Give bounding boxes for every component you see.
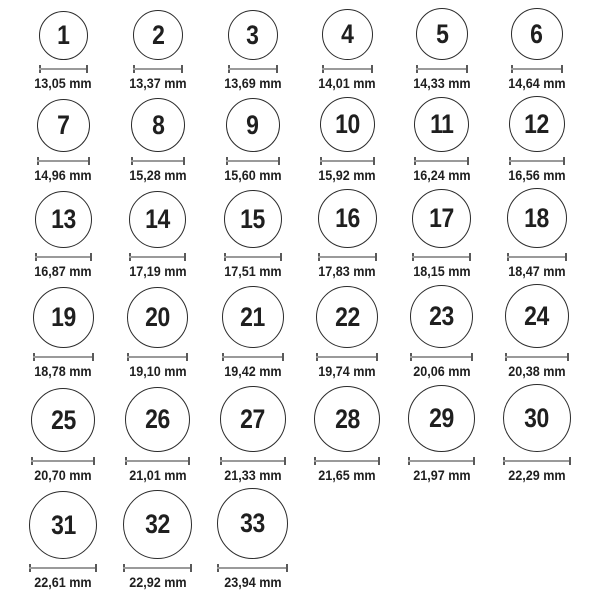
ring-circle — [410, 285, 473, 348]
ring-size-number: 16 — [334, 203, 360, 233]
dimension-tick-right-icon — [92, 353, 94, 361]
dimension-tick-right-icon — [563, 157, 565, 165]
ring-circle — [412, 189, 471, 248]
dimension-line — [33, 356, 94, 358]
ring-circle — [222, 286, 284, 348]
diameter-dimension — [511, 65, 563, 73]
dimension-line — [505, 356, 569, 358]
dimension-tick-right-icon — [95, 564, 97, 572]
diameter-label: 14,64 mm — [507, 75, 566, 91]
ring-size-cell — [16, 96, 111, 183]
diameter-dimension — [316, 353, 378, 361]
ring-size-number: 30 — [524, 402, 549, 433]
diameter-dimension — [503, 457, 571, 465]
ring-size-cell — [111, 188, 206, 279]
dimension-line — [507, 256, 567, 258]
diameter-label: 22,92 mm — [129, 574, 187, 590]
ring-circle — [33, 287, 94, 348]
ring-size-cell — [16, 488, 111, 590]
diameter-dimension — [416, 65, 468, 73]
ring-circle — [314, 386, 380, 452]
ring-circle — [131, 98, 185, 152]
ring-size-number: 32 — [145, 509, 171, 539]
ring-size-cell — [300, 96, 395, 183]
dimension-tick-right-icon — [190, 564, 192, 572]
diameter-dimension — [29, 564, 97, 572]
ring-size-cell — [395, 384, 490, 483]
ring-circle — [408, 385, 475, 452]
ring-size-number: 24 — [524, 300, 549, 331]
dimension-line — [131, 160, 185, 162]
ring-circle — [414, 97, 469, 152]
ring-size-number: 14 — [145, 204, 171, 234]
dimension-line — [509, 160, 565, 162]
ring-size-cell — [489, 284, 584, 379]
dimension-line — [410, 356, 473, 358]
ring-circle — [226, 98, 280, 152]
ring-size-number: 28 — [334, 403, 360, 434]
ring-circle — [320, 97, 375, 152]
diameter-dimension — [505, 353, 569, 361]
ring-size-number: 25 — [50, 404, 76, 435]
ring-size-cell — [489, 384, 584, 483]
diameter-label: 22,29 mm — [507, 467, 566, 483]
dimension-line — [314, 460, 380, 462]
diameter-dimension — [127, 353, 188, 361]
ring-circle — [31, 388, 95, 452]
ring-circle — [37, 99, 90, 152]
diameter-label: 19,10 mm — [129, 363, 187, 379]
ring-size-cell — [205, 188, 300, 279]
dimension-line — [123, 567, 192, 569]
ring-circle — [35, 191, 92, 248]
diameter-label: 13,69 mm — [223, 75, 282, 91]
diameter-label: 17,19 mm — [129, 263, 187, 279]
dimension-tick-right-icon — [181, 65, 183, 73]
diameter-label: 21,33 mm — [223, 467, 282, 483]
diameter-label: 20,06 mm — [413, 363, 471, 379]
dimension-line — [416, 68, 468, 70]
size-row — [16, 188, 584, 279]
ring-size-number: 5 — [435, 18, 449, 49]
diameter-dimension — [414, 157, 469, 165]
diameter-label: 23,94 mm — [223, 574, 282, 590]
dimension-tick-right-icon — [184, 253, 186, 261]
ring-circle — [220, 386, 286, 452]
ring-size-number: 11 — [430, 109, 454, 139]
diameter-label: 17,51 mm — [223, 263, 282, 279]
ring-circle — [39, 11, 88, 60]
dimension-tick-right-icon — [88, 157, 90, 165]
diameter-dimension — [224, 253, 282, 261]
diameter-label: 18,15 mm — [413, 263, 471, 279]
ring-size-number: 27 — [240, 403, 265, 434]
diameter-label: 18,78 mm — [34, 363, 93, 379]
dimension-tick-right-icon — [567, 353, 569, 361]
dimension-tick-right-icon — [282, 353, 284, 361]
dimension-tick-right-icon — [183, 157, 185, 165]
dimension-tick-right-icon — [280, 253, 282, 261]
dimension-line — [414, 160, 469, 162]
ring-size-number: 31 — [50, 509, 76, 540]
diameter-label: 17,83 mm — [318, 263, 377, 279]
ring-size-number: 19 — [50, 302, 76, 332]
ring-size-cell — [395, 96, 490, 183]
dimension-tick-right-icon — [90, 253, 92, 261]
dimension-tick-right-icon — [276, 65, 278, 73]
ring-circle — [316, 286, 378, 348]
dimension-tick-right-icon — [373, 157, 375, 165]
dimension-line — [503, 460, 571, 462]
dimension-line — [322, 68, 373, 70]
ring-size-cell — [16, 8, 111, 91]
diameter-dimension — [322, 65, 373, 73]
diameter-label: 20,38 mm — [507, 363, 566, 379]
dimension-tick-right-icon — [86, 65, 88, 73]
diameter-label: 16,24 mm — [413, 167, 471, 183]
ring-size-cell — [300, 188, 395, 279]
dimension-line — [220, 460, 286, 462]
ring-size-cell — [489, 8, 584, 91]
ring-circle — [505, 284, 569, 348]
diameter-dimension — [222, 353, 284, 361]
size-row — [16, 284, 584, 379]
diameter-dimension — [31, 457, 95, 465]
size-row — [16, 96, 584, 183]
dimension-line — [127, 356, 188, 358]
diameter-label: 15,60 mm — [223, 167, 282, 183]
dimension-tick-right-icon — [376, 353, 378, 361]
diameter-dimension — [410, 353, 473, 361]
dimension-tick-right-icon — [565, 253, 567, 261]
diameter-dimension — [125, 457, 190, 465]
diameter-dimension — [228, 65, 278, 73]
diameter-label: 20,70 mm — [34, 467, 93, 483]
dimension-tick-right-icon — [375, 253, 377, 261]
dimension-line — [320, 160, 375, 162]
ring-circle — [503, 384, 571, 452]
ring-size-number: 4 — [341, 19, 354, 49]
dimension-line — [29, 567, 97, 569]
ring-size-number: 29 — [429, 403, 455, 433]
ring-size-cell — [205, 488, 300, 590]
dimension-tick-right-icon — [569, 457, 571, 465]
diameter-label: 14,96 mm — [34, 167, 93, 183]
ring-size-number: 13 — [50, 204, 76, 234]
ring-size-cell — [205, 8, 300, 91]
dimension-line — [222, 356, 284, 358]
diameter-label: 18,47 mm — [507, 263, 566, 279]
ring-circle — [224, 190, 282, 248]
dimension-line — [35, 256, 92, 258]
ring-size-number: 2 — [151, 19, 165, 50]
dimension-line — [133, 68, 183, 70]
size-row — [16, 488, 584, 590]
ring-size-cell — [111, 96, 206, 183]
ring-circle — [228, 10, 278, 60]
diameter-dimension — [226, 157, 280, 165]
ring-circle — [133, 10, 183, 60]
dimension-line — [228, 68, 278, 70]
diameter-dimension — [133, 65, 183, 73]
dimension-tick-right-icon — [188, 457, 190, 465]
dimension-tick-right-icon — [286, 564, 288, 572]
diameter-dimension — [318, 253, 377, 261]
ring-size-cell — [300, 384, 395, 483]
ring-size-number: 8 — [151, 109, 165, 140]
ring-circle — [322, 9, 373, 60]
diameter-dimension — [129, 253, 186, 261]
ring-circle — [509, 96, 565, 152]
diameter-label: 13,37 mm — [129, 75, 187, 91]
ring-size-number: 21 — [240, 301, 265, 332]
ring-circle — [29, 491, 97, 559]
dimension-tick-right-icon — [471, 353, 473, 361]
diameter-label: 19,74 mm — [318, 363, 377, 379]
ring-circle — [318, 189, 377, 248]
ring-circle — [507, 188, 567, 248]
dimension-tick-right-icon — [561, 65, 563, 73]
dimension-tick-right-icon — [284, 457, 286, 465]
dimension-line — [217, 567, 288, 569]
ring-size-cell — [111, 8, 206, 91]
ring-circle — [129, 191, 186, 248]
dimension-line — [125, 460, 190, 462]
diameter-label: 19,42 mm — [223, 363, 282, 379]
ring-size-cell — [205, 384, 300, 483]
diameter-dimension — [131, 157, 185, 165]
ring-size-number: 6 — [530, 18, 543, 49]
dimension-line — [316, 356, 378, 358]
diameter-label: 21,01 mm — [129, 467, 187, 483]
ring-size-cell — [300, 8, 395, 91]
ring-size-number: 9 — [246, 109, 259, 140]
diameter-dimension — [408, 457, 475, 465]
ring-circle — [416, 8, 468, 60]
ring-size-number: 7 — [57, 110, 70, 140]
dimension-line — [31, 460, 95, 462]
ring-size-cell — [111, 488, 206, 590]
ring-size-number: 18 — [524, 202, 549, 233]
dimension-line — [226, 160, 280, 162]
diameter-label: 22,61 mm — [34, 574, 93, 590]
ring-size-cell — [489, 96, 584, 183]
dimension-line — [37, 160, 90, 162]
size-row — [16, 384, 584, 483]
diameter-label: 15,28 mm — [129, 167, 187, 183]
dimension-line — [511, 68, 563, 70]
ring-size-number: 20 — [145, 302, 171, 332]
dimension-tick-right-icon — [467, 157, 469, 165]
dimension-line — [412, 256, 471, 258]
diameter-dimension — [33, 353, 94, 361]
diameter-dimension — [412, 253, 471, 261]
ring-circle — [125, 387, 190, 452]
dimension-line — [318, 256, 377, 258]
diameter-label: 14,33 mm — [413, 75, 471, 91]
diameter-label: 21,65 mm — [318, 467, 377, 483]
ring-size-number: 1 — [57, 20, 70, 50]
ring-size-number: 33 — [240, 508, 265, 538]
diameter-dimension — [123, 564, 192, 572]
ring-size-cell — [111, 384, 206, 483]
diameter-dimension — [509, 157, 565, 165]
diameter-dimension — [217, 564, 288, 572]
diameter-label: 16,56 mm — [507, 167, 566, 183]
dimension-line — [39, 68, 88, 70]
dimension-line — [408, 460, 475, 462]
dimension-tick-right-icon — [469, 253, 471, 261]
size-row — [16, 8, 584, 91]
ring-size-number: 26 — [145, 404, 171, 434]
diameter-label: 21,97 mm — [413, 467, 471, 483]
ring-size-cell — [395, 284, 490, 379]
diameter-dimension — [39, 65, 88, 73]
dimension-tick-right-icon — [93, 457, 95, 465]
diameter-dimension — [314, 457, 380, 465]
ring-size-number: 23 — [429, 301, 455, 331]
dimension-line — [224, 256, 282, 258]
diameter-dimension — [507, 253, 567, 261]
dimension-tick-right-icon — [378, 457, 380, 465]
diameter-dimension — [35, 253, 92, 261]
ring-size-cell — [395, 8, 490, 91]
ring-size-cell — [16, 188, 111, 279]
dimension-tick-right-icon — [473, 457, 475, 465]
ring-size-cell — [111, 284, 206, 379]
ring-size-cell — [205, 284, 300, 379]
ring-size-cell — [16, 384, 111, 483]
diameter-label: 13,05 mm — [34, 75, 93, 91]
ring-circle — [511, 8, 563, 60]
diameter-dimension — [37, 157, 90, 165]
ring-circle — [217, 488, 288, 559]
ring-size-number: 22 — [334, 301, 360, 332]
ring-size-cell — [395, 188, 490, 279]
diameter-dimension — [320, 157, 375, 165]
dimension-tick-right-icon — [371, 65, 373, 73]
ring-size-number: 17 — [429, 203, 455, 233]
ring-size-number: 12 — [524, 108, 549, 139]
ring-size-cell — [16, 284, 111, 379]
ring-size-cell — [489, 188, 584, 279]
ring-size-cell — [205, 96, 300, 183]
ring-size-cell — [300, 284, 395, 379]
dimension-tick-right-icon — [278, 157, 280, 165]
ring-circle — [123, 490, 192, 559]
diameter-label: 15,92 mm — [318, 167, 377, 183]
ring-size-number: 10 — [334, 109, 360, 139]
dimension-tick-right-icon — [186, 353, 188, 361]
diameter-dimension — [220, 457, 286, 465]
diameter-label: 14,01 mm — [318, 75, 377, 91]
dimension-tick-right-icon — [466, 65, 468, 73]
ring-circle — [127, 287, 188, 348]
dimension-line — [129, 256, 186, 258]
ring-size-number: 3 — [246, 19, 259, 50]
ring-size-number: 15 — [240, 203, 265, 234]
diameter-label: 16,87 mm — [34, 263, 93, 279]
